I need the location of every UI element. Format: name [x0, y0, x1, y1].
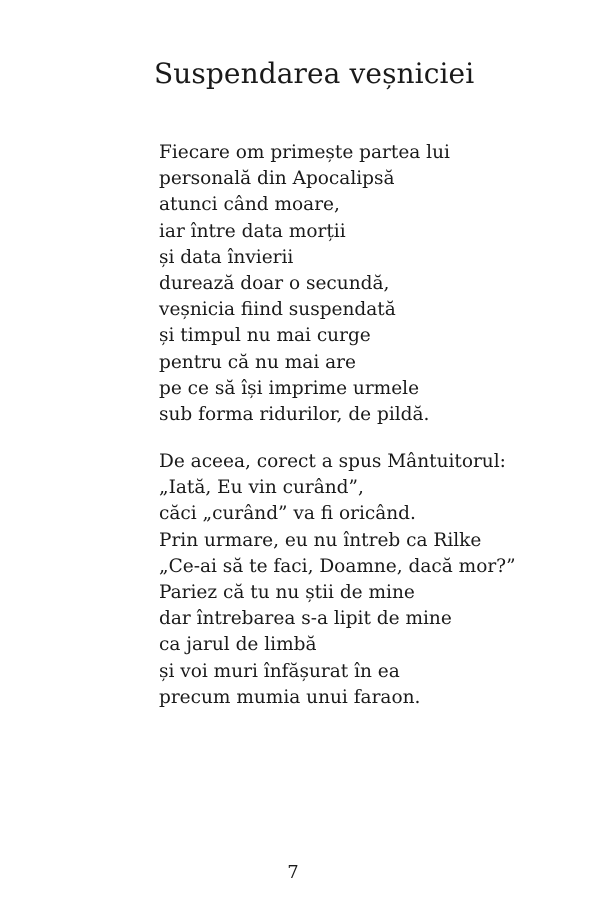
poem-line: pe ce să își imprime urmele [159, 377, 420, 399]
poem-line: „Iată, Eu vin curând”, [159, 477, 364, 499]
poem-line: veșnicia fiind suspendată [159, 299, 396, 321]
poem-line: Prin urmare, eu nu întreb ca Rilke [159, 529, 482, 551]
poem-line: dar întrebarea s-a lipit de mine [159, 608, 452, 630]
poem-line: Pariez că tu nu știi de mine [159, 581, 415, 603]
page-number-label: 7 [287, 862, 299, 883]
poem-line: ca jarul de limbă [159, 634, 317, 656]
poem-line: căci „curând” va fi oricând. [159, 503, 416, 525]
poem-line: „Ce-ai să te faci, Doamne, dacă mor?” [159, 555, 516, 577]
stanza-2 [159, 449, 516, 711]
poem-line: și data învierii [159, 246, 294, 268]
poem-line: durează doar o secundă, [159, 272, 390, 294]
poem-line: și timpul nu mai curge [159, 325, 371, 347]
poem-line: pentru că nu mai are [159, 351, 356, 373]
poem-line: De aceea, corect a spus Mântuitorul: [159, 451, 506, 472]
stanza-1 [159, 140, 450, 428]
poem-title: Suspendarea veșniciei [154, 57, 475, 90]
poem-line: precum mumia unui faraon. [159, 686, 421, 708]
poem-line: atunci când moare, [159, 194, 340, 216]
poem-line: personală din Apocalipsă [159, 168, 395, 190]
poem-line: Fiecare om primește partea lui [159, 142, 450, 163]
poem-line: sub forma ridurilor, de pildă. [159, 403, 430, 425]
page-number [0, 862, 602, 884]
poem-line: și voi muri înfășurat în ea [159, 660, 400, 682]
poem-line: iar între data morții [159, 220, 346, 242]
